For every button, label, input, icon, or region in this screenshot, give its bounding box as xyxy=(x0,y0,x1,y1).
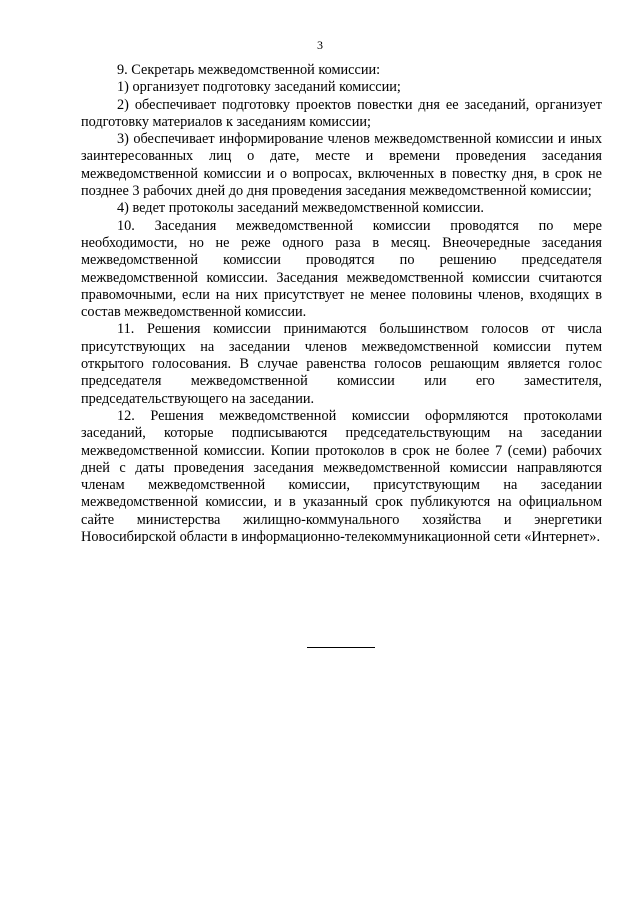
paragraph-9-item-3: 3) обеспечивает информирование членов межведомственной комиссии и иных заинтересованных лиц о дате, месте и времени проведения заседания межведомственной комиссии и о вопросах, включенных в повестку дня, в срок не позднее 3 рабочих дней до дня проведения заседания межведомственной комиссии; xyxy=(81,131,602,200)
paragraph-9-heading: 9. Секретарь межведомственной комиссии: xyxy=(117,62,381,78)
paragraph-9-item-1: 1) организует подготовку заседаний комиссии; xyxy=(117,79,401,96)
page-number: 3 xyxy=(317,38,323,52)
paragraph-11: 11. Решения комиссии принимаются большинством голосов от числа присутствующих на заседании членов межведомственной комиссии путем открытого голосования. В случае равенства голосов решающим является голос председателя межведомственной комиссии или его заместителя, председательствующего на заседании. xyxy=(81,321,602,407)
document-body xyxy=(81,62,602,546)
paragraph-10: 10. Заседания межведомственной комиссии проводятся по мере необходимости, но не реже одного раза в месяц. Внеочередные заседания межведомственной комиссии проводятся по решению председателя межведомственной комиссии. Заседания межведомственной комиссии считаются правомочными, если на них присутствует не менее половины членов, входящих в состав межведомственной комиссии. xyxy=(81,217,602,321)
paragraph-12: 12. Решения межведомственной комиссии оформляются протоколами заседаний, которые подписываются председательствующим на заседании межведомственной комиссии. Копии протоколов в срок не более 7 (семи) рабочих дней с даты проведения заседания межведомственной комиссии направляются членам межведомственной комиссии, присутствующим на заседании межведомственной комиссии, и в указанный срок публикуются на официальном сайте министерства жилищно-коммунального хозяйства и энергетики Новосибирской области в информационно-телекоммуникационной сети «Интернет». xyxy=(81,407,602,546)
paragraph-9-item-4: 4) ведет протоколы заседаний межведомственной комиссии. xyxy=(117,200,484,217)
paragraph-9-item-2: 2) обеспечивает подготовку проектов повестки дня ее заседаний, организует подготовку материалов к заседаниям комиссии; xyxy=(81,96,602,130)
end-of-document-line xyxy=(307,647,375,648)
